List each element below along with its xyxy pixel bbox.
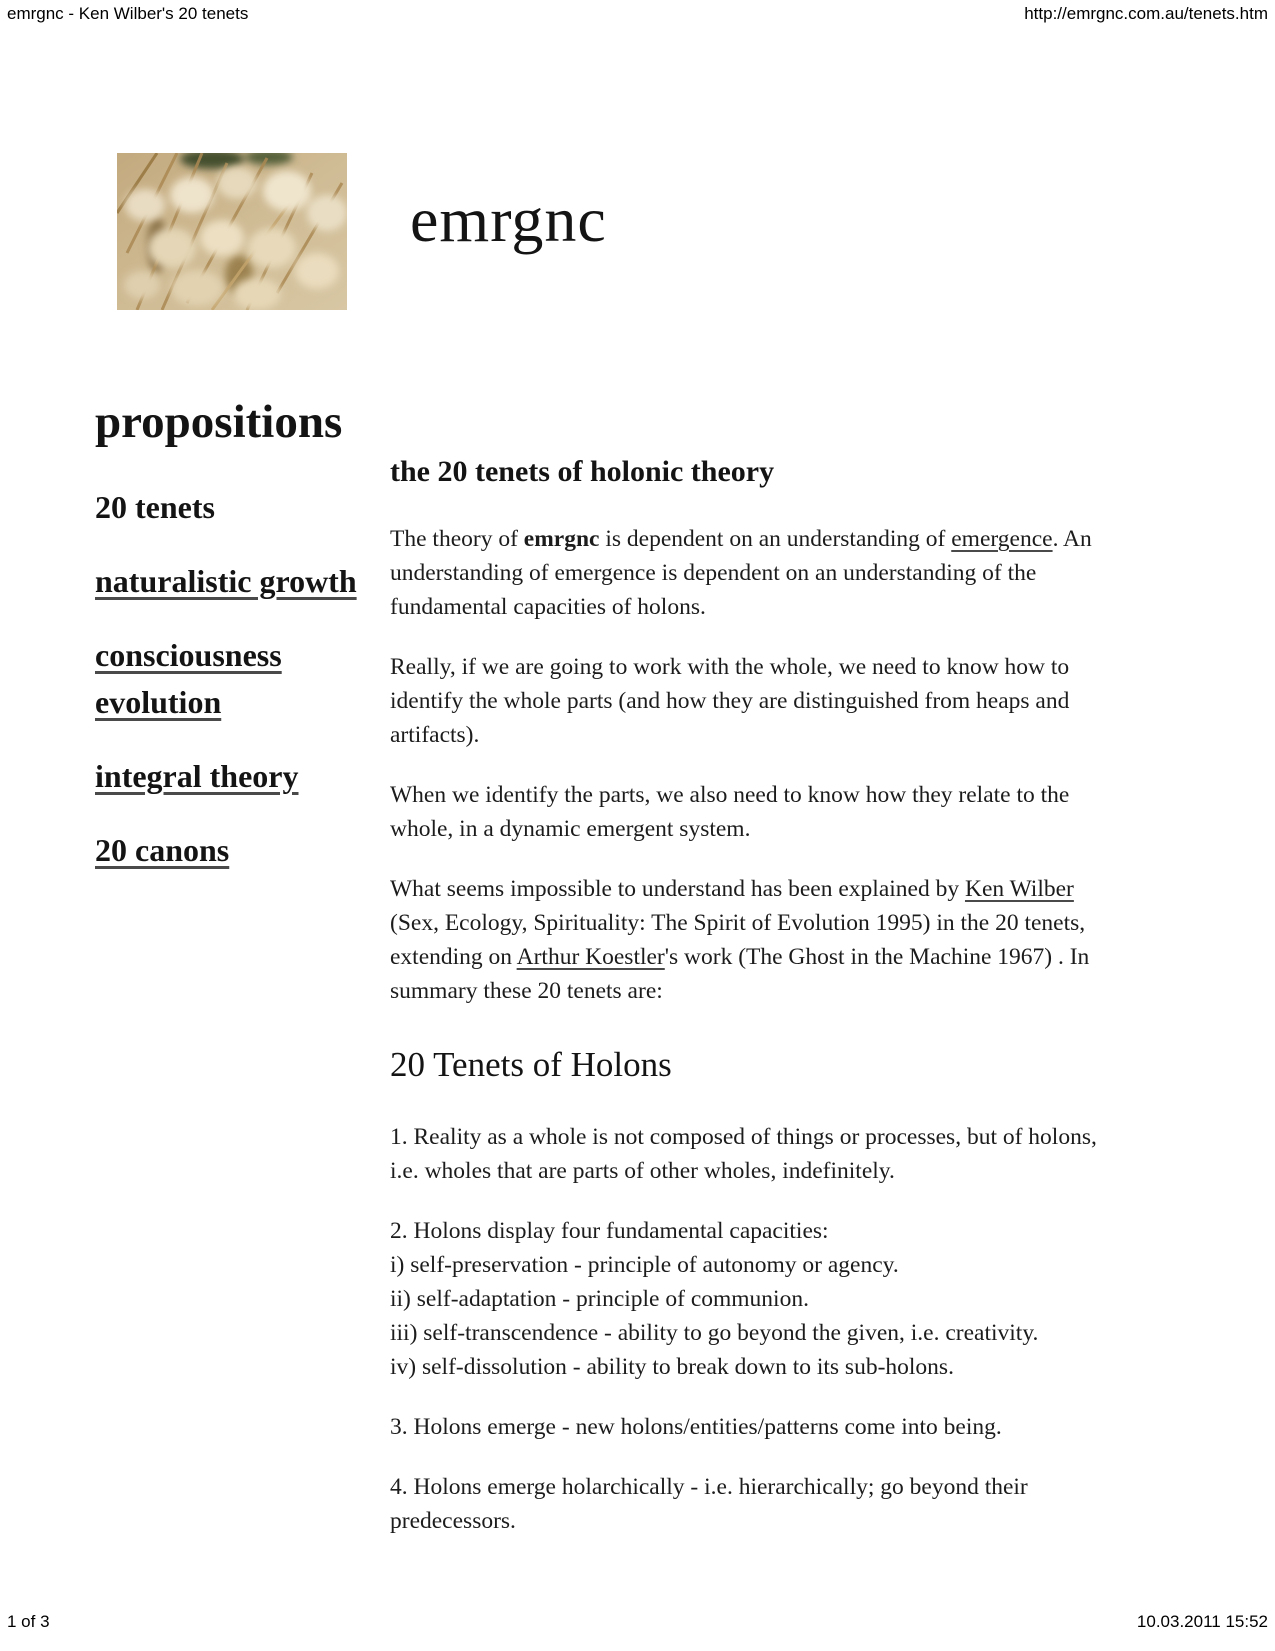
sidebar-item-20-canons[interactable]: 20 canons	[95, 832, 230, 868]
print-header-url: http://emrgnc.com.au/tenets.htm	[1024, 4, 1268, 23]
tenet-line: 2. Holons display four fundamental capacities:	[390, 1218, 829, 1244]
tenet-item-2	[390, 1214, 1112, 1384]
tenet-line: 3. Holons emerge - new holons/entities/patterns come into being.	[390, 1414, 1002, 1440]
paragraph-text: The theory of	[390, 526, 524, 552]
tenet-line: 4. Holons emerge holarchically - i.e. hierarchically; go beyond their predecessors.	[390, 1474, 1028, 1534]
emergence-link[interactable]: emergence	[951, 526, 1053, 552]
section-heading-20-tenets: 20 Tenets of Holons	[390, 1045, 672, 1084]
print-footer-timestamp: 10.03.2011 15:52	[1136, 1612, 1268, 1631]
page-title: the 20 tenets of holonic theory	[390, 455, 775, 488]
sidebar-item-naturalistic-growth[interactable]: naturalistic growth	[95, 563, 357, 599]
paragraph-text: (Sex, Ecology, Spirituality: The Spirit of Evolution 1995) in the 20 tenets, extending on	[390, 910, 1086, 970]
tenet-line: 1. Reality as a whole is not composed of things or processes, but of holons, i.e. wholes that are parts of other wholes, indefinitely.	[390, 1124, 1097, 1184]
print-header-title: emrgnc - Ken Wilber's 20 tenets	[7, 4, 249, 23]
site-title: emrgnc	[410, 184, 607, 255]
tenet-item-3	[390, 1410, 1112, 1444]
print-header	[7, 4, 1268, 24]
tenet-line: ii) self-adaptation - principle of communion.	[390, 1286, 809, 1312]
sidebar-item-20-tenets[interactable]: 20 tenets	[95, 489, 215, 525]
paragraph-text: is dependent on an understanding of	[599, 526, 952, 552]
tenet-line: iv) self-dissolution - ability to break down to its sub-holons.	[390, 1354, 954, 1380]
grass-photo	[117, 153, 347, 310]
print-footer-page-number: 1 of 3	[7, 1612, 50, 1631]
paragraph-text: What seems impossible to understand has been explained by	[390, 876, 965, 902]
arthur-koestler-link[interactable]: Arthur Koestler	[516, 944, 665, 970]
paragraph-text: 's work (The Ghost in the Machine 1967) . In summary these 20 tenets are:	[390, 944, 1090, 1004]
brand-name-inline: emrgnc	[523, 526, 600, 552]
tenet-line: i) self-preservation - principle of autonomy or agency.	[390, 1252, 899, 1278]
print-footer	[7, 1612, 1268, 1632]
sidebar-nav	[95, 396, 390, 901]
intro-paragraph-1	[390, 522, 1112, 624]
tenet-item-4	[390, 1470, 1112, 1538]
intro-paragraph-2: Really, if we are going to work with the whole, we need to know how to identify the whole parts (and how they are distinguished from heaps and artifacts).	[390, 654, 1070, 748]
intro-paragraph-3: When we identify the parts, we also need to know how they relate to the whole, in a dynamic emergent system.	[390, 782, 1070, 842]
ken-wilber-link[interactable]: Ken Wilber	[964, 876, 1074, 902]
sidebar-item-integral-theory[interactable]: integral theory	[95, 758, 299, 794]
sidebar-item-consciousness-evolution[interactable]: consciousness evolution	[95, 637, 282, 720]
tenet-item-1	[390, 1120, 1112, 1188]
main-content	[390, 452, 1112, 1564]
tenet-line: iii) self-transcendence - ability to go beyond the given, i.e. creativity.	[390, 1320, 1039, 1346]
sidebar-heading: propositions	[95, 396, 343, 448]
paragraph-text: . An understanding of emergence is dependent on an understanding of the fundamental capacities of holons.	[390, 526, 1092, 620]
intro-paragraph-4	[390, 872, 1112, 1008]
